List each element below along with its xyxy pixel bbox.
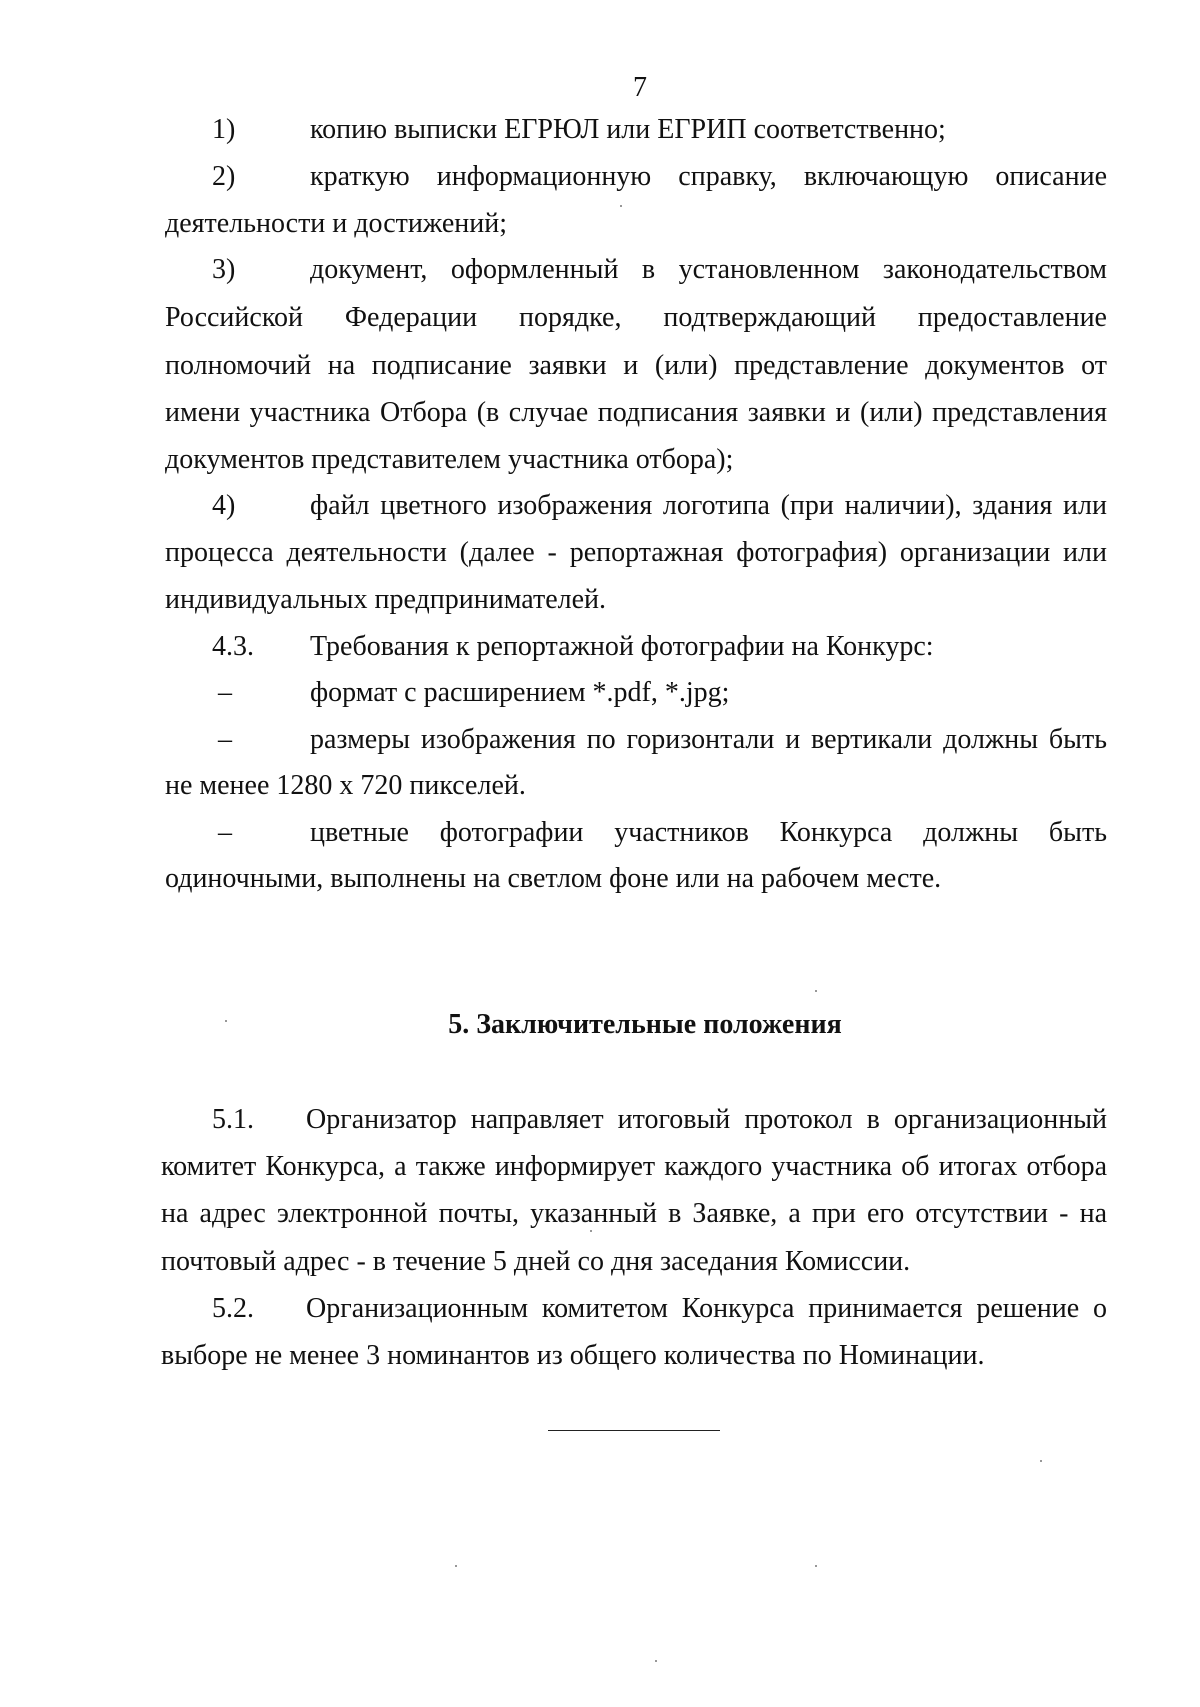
bullet-2-line-2: не менее 1280 х 720 пикселей. (165, 770, 526, 801)
paragraph-5-2-line-2: выборе не менее 3 номинантов из общего количества по Номинации. (161, 1340, 985, 1371)
paragraph-5-1-line-4: почтовый адрес - в течение 5 дней со дня заседания Комиссии. (161, 1246, 911, 1277)
list-item-3-line-5: документов представителем участника отбора); (165, 444, 734, 475)
list-item-3-marker: 3) (212, 254, 236, 285)
list-item-2-marker: 2) (212, 161, 236, 192)
bullet-3-dash: – (218, 817, 232, 848)
list-item-4-line-3: индивидуальных предпринимателей. (165, 584, 606, 615)
bullet-2-dash: – (218, 724, 232, 755)
paragraph-5-2-number: 5.2. (212, 1293, 254, 1324)
section-4-3-number: 4.3. (212, 631, 254, 662)
list-item-3-line-4: имени участника Отбора (в случае подписания заявки и (или) представления (165, 397, 1107, 428)
bullet-3-line-2: одиночными, выполнены на светлом фоне или на рабочем месте. (165, 863, 942, 894)
scan-speck (1040, 1460, 1042, 1462)
list-item-4-line-2: процесса деятельности (далее - репортажная фотография) организации или (165, 537, 1107, 568)
paragraph-5-1-line-2: комитет Конкурса, а также информирует каждого участника об итогах отбора (161, 1151, 1107, 1182)
paragraph-5-2-line-1: Организационным комитетом Конкурса принимается решение о (306, 1293, 1107, 1324)
section-5-heading: 5. Заключительные положения (448, 1009, 842, 1040)
closing-divider (548, 1430, 720, 1431)
list-item-4-marker: 4) (212, 490, 236, 521)
list-item-4-line-1: файл цветного изображения логотипа (при наличии), здания или (310, 490, 1107, 521)
bullet-2-line-1: размеры изображения по горизонтали и вертикали должны быть (310, 724, 1107, 755)
list-item-1-marker: 1) (212, 114, 236, 145)
scan-speck (590, 1230, 592, 1232)
scan-speck (620, 205, 622, 207)
paragraph-5-1-number: 5.1. (212, 1104, 254, 1135)
paragraph-5-1-line-1: Организатор направляет итоговый протокол в организационный (306, 1104, 1107, 1135)
scan-speck (655, 1660, 657, 1662)
section-4-3-title: Требования к репортажной фотографии на Конкурс: (310, 631, 934, 662)
scan-speck (815, 1565, 817, 1567)
bullet-1-dash: – (218, 677, 232, 708)
scan-speck (815, 990, 817, 992)
list-item-3-line-3: полномочий на подписание заявки и (или) представление документов от (165, 350, 1107, 381)
list-item-2-line-1: краткую информационную справку, включающую описание (310, 161, 1107, 192)
scan-speck (455, 1565, 457, 1567)
list-item-1-line-1: копию выписки ЕГРЮЛ или ЕГРИП соответственно; (310, 114, 946, 145)
list-item-3-line-1: документ, оформленный в установленном законодательством (310, 254, 1107, 285)
bullet-3-line-1: цветные фотографии участников Конкурса должны быть (310, 817, 1107, 848)
list-item-3-line-2: Российской Федерации порядке, подтверждающий предоставление (165, 302, 1107, 333)
list-item-2-line-2: деятельности и достижений; (165, 208, 508, 239)
bullet-1-line-1: формат с расширением *.pdf, *.jpg; (310, 677, 730, 708)
page-number: 7 (633, 72, 647, 103)
paragraph-5-1-line-3: на адрес электронной почты, указанный в Заявке, а при его отсутствии - на (161, 1198, 1107, 1229)
scan-speck (225, 1020, 227, 1022)
